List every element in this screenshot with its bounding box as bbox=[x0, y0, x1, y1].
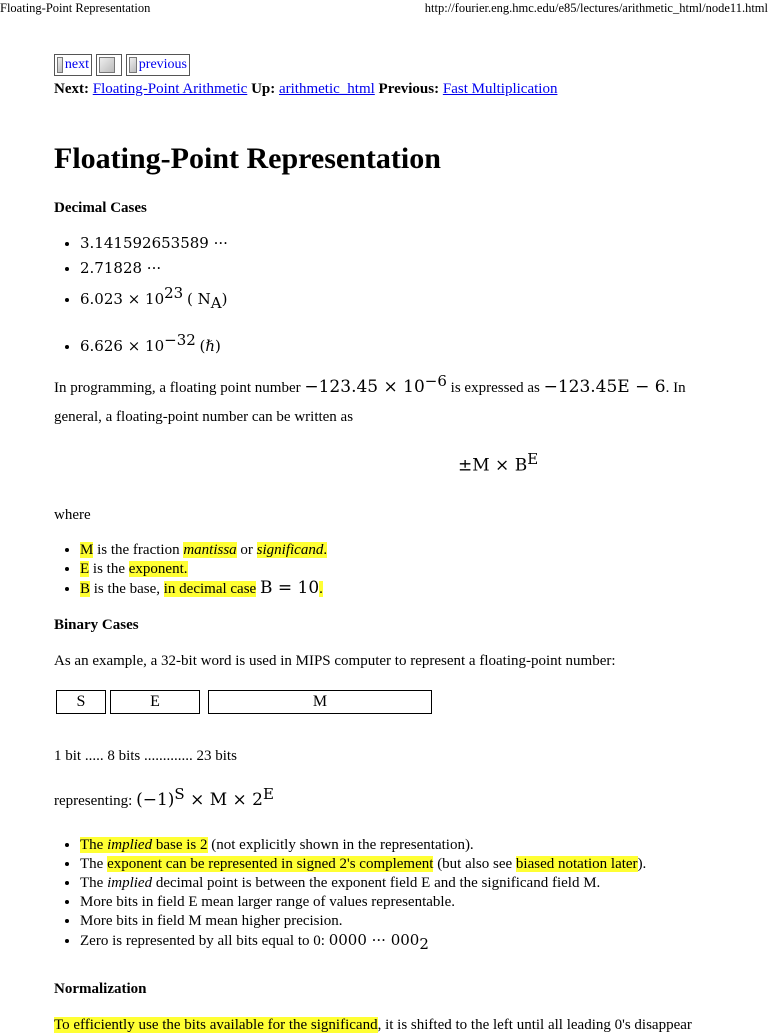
page-title: Floating-Point Representation bbox=[54, 142, 441, 175]
previous-link[interactable]: Fast Multiplication bbox=[442, 81, 558, 97]
decimal-list bbox=[54, 234, 680, 357]
definition-b: • B is the base, in decimal case B = 10. bbox=[80, 579, 720, 599]
binary-intro: As an example, a 32-bit word is used in MIPS computer to represent a floating-point number: bbox=[54, 653, 616, 669]
list-item: • $6.023 \times 10^{23}$ ( $N_A$) bbox=[80, 284, 680, 313]
nav-buttons bbox=[54, 54, 744, 76]
next-button-label[interactable]: next bbox=[64, 57, 89, 72]
list-item: • More bits in field M mean higher precision. bbox=[80, 912, 760, 931]
list-item: • 3.141592653589 ··· bbox=[80, 234, 680, 254]
field-m: M bbox=[208, 690, 432, 714]
up-link[interactable]: arithmetic_html bbox=[278, 81, 375, 97]
where-label: where bbox=[54, 507, 91, 523]
up-label: Up: bbox=[251, 81, 276, 97]
field-e: E bbox=[110, 690, 200, 714]
normalization-text: To efficiently use the bits available for the significand, it is shifted to the left until all leading 0's disappear bbox=[54, 1017, 692, 1033]
definition-list bbox=[54, 541, 720, 599]
next-button[interactable] bbox=[54, 54, 92, 76]
definition-m: • M is the fraction mantissa or significand. bbox=[80, 541, 720, 560]
intro-paragraph-line2: general, a floating-point number can be written as bbox=[54, 409, 354, 425]
list-item: • The implied base is 2 (not explicitly shown in the representation). bbox=[80, 836, 760, 855]
general-formula: $\pm M \times B^E$ bbox=[458, 450, 539, 476]
normalization-heading: Normalization bbox=[54, 981, 147, 997]
definition-e: • E is the exponent. bbox=[80, 560, 720, 579]
next-link[interactable]: Floating-Point Arithmetic bbox=[92, 81, 248, 97]
binary-list bbox=[54, 836, 760, 954]
print-header-title: Floating-Point Representation bbox=[0, 1, 151, 15]
previous-icon bbox=[129, 57, 137, 73]
next-label: Next: bbox=[54, 81, 89, 97]
list-item: • More bits in field E mean larger range of values representable. bbox=[80, 893, 760, 912]
previous-button[interactable] bbox=[126, 54, 190, 76]
list-item: • $6.626 \times 10^{-32}$ (ℏ) bbox=[80, 331, 680, 357]
print-header-url: http://fourier.eng.hmc.edu/e85/lectures/arithmetic_html/node11.html bbox=[424, 1, 768, 15]
page-content bbox=[54, 54, 744, 1033]
breadcrumb bbox=[54, 81, 744, 98]
binary-heading: Binary Cases bbox=[54, 617, 139, 633]
field-s: S bbox=[56, 690, 106, 714]
list-item: • Zero is represented by all bits equal to 0: 0000 ··· $000_2$ bbox=[80, 931, 760, 954]
list-item: • The exponent can be represented in signed 2's complement (but also see biased notation later). bbox=[80, 855, 760, 874]
list-item: • 2.71828 ··· bbox=[80, 259, 680, 279]
bit-widths: 1 bit ..... 8 bits ............. 23 bits bbox=[54, 748, 237, 764]
list-item: • The implied decimal point is between the exponent field E and the significand field M. bbox=[80, 874, 760, 893]
decimal-heading: Decimal Cases bbox=[54, 200, 147, 216]
next-icon bbox=[57, 57, 63, 73]
up-icon bbox=[99, 57, 115, 73]
previous-button-label[interactable]: previous bbox=[138, 57, 187, 72]
previous-label: Previous: bbox=[378, 81, 440, 97]
print-header bbox=[0, 0, 768, 16]
representation: representing: $(-1)^S \times M \times 2^E$ bbox=[54, 785, 274, 810]
intro-paragraph: In programming, a floating point number $-123.45 \times 10^{-6}$ is expressed as −123.45E − 6. In bbox=[54, 372, 686, 397]
up-button[interactable] bbox=[96, 54, 122, 76]
